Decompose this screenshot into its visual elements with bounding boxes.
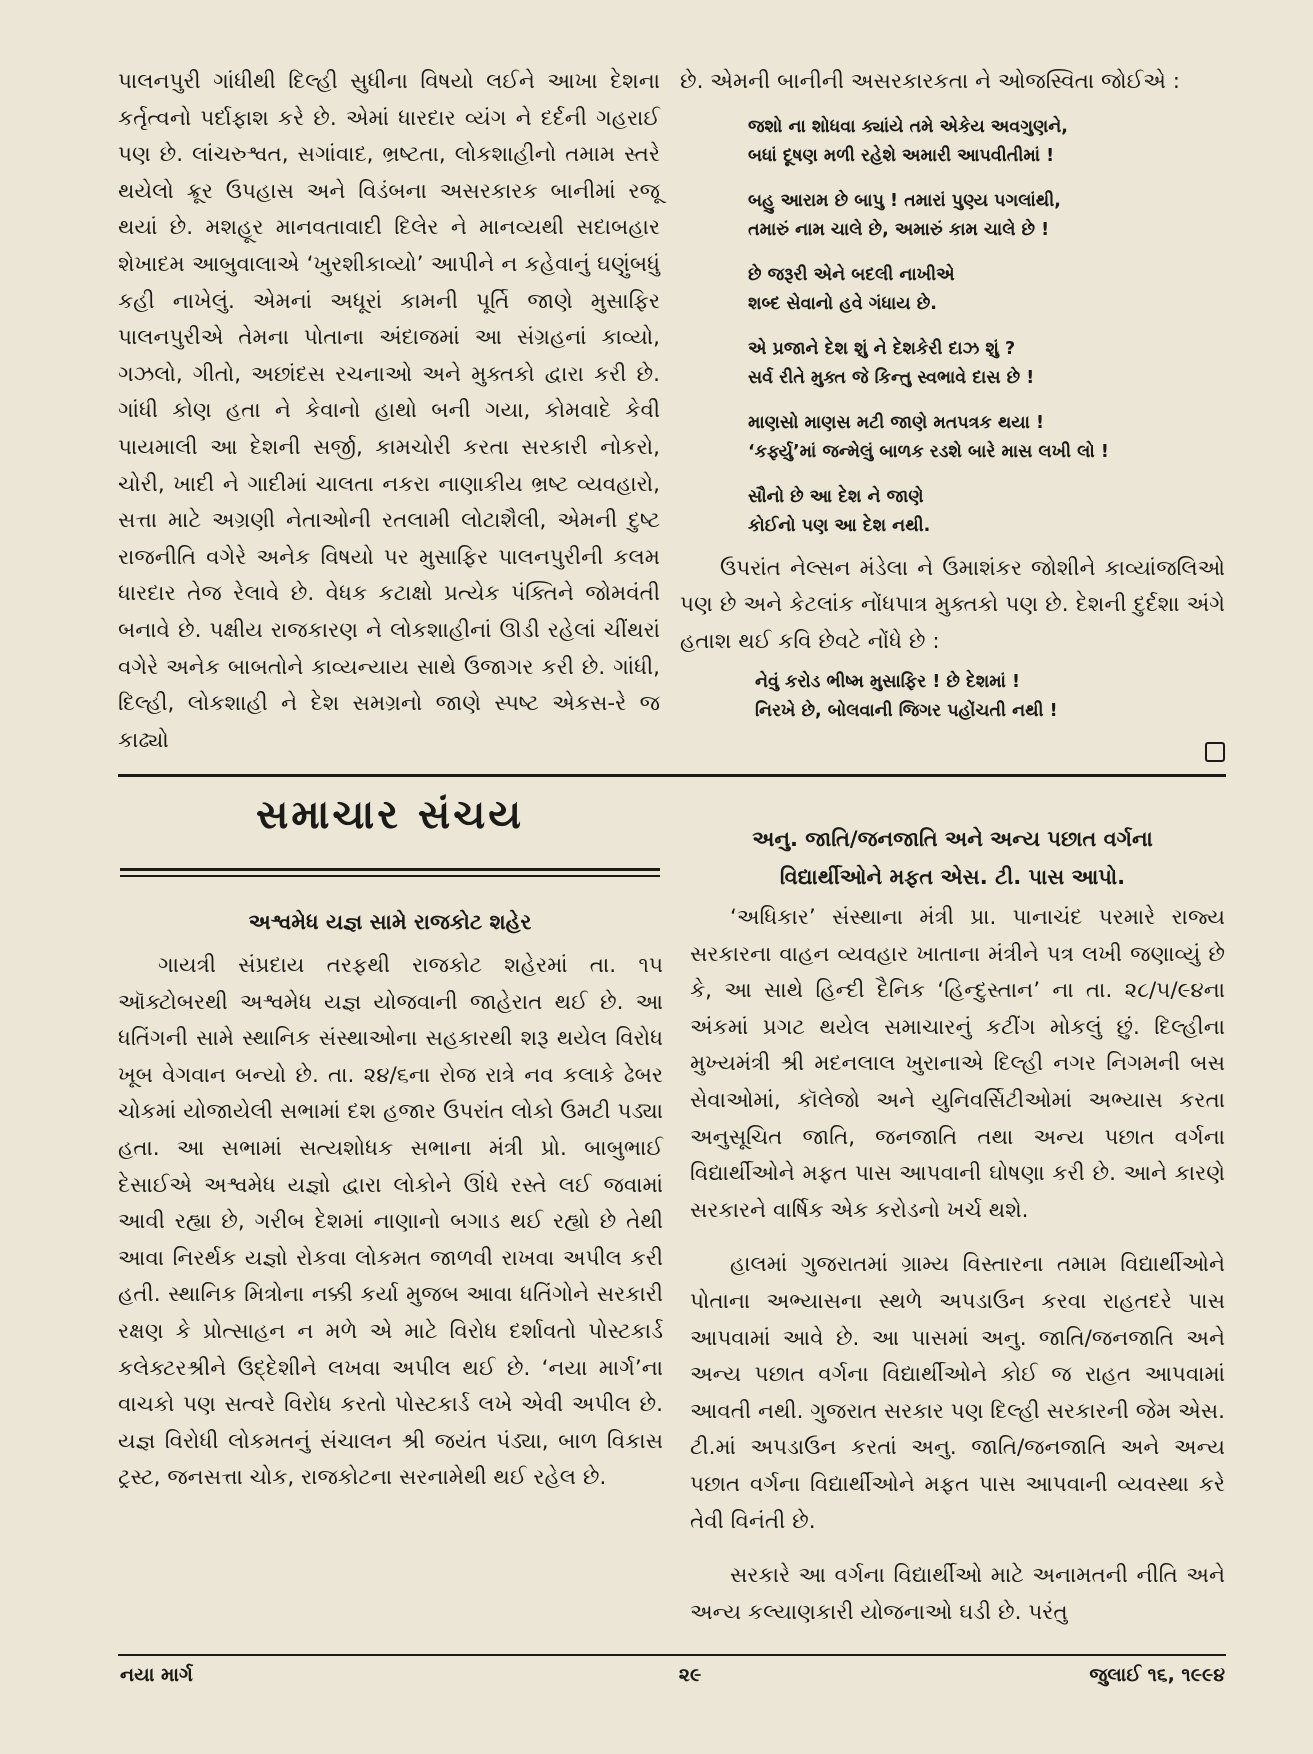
poem-line: શબ્દ સેવાનો હવે ગંધાય છે. <box>748 293 937 314</box>
poem-line: સર્વ રીતે મુક્ત જે કિન્તુ સ્વભાવે દાસ છે ! <box>748 367 1035 388</box>
footer-publication: નયા માર્ગ <box>120 1664 193 1686</box>
section-divider <box>118 774 1226 777</box>
review-right-paragraph: ઉપરાંત નેલ્સન મંડેલા ને ઉમાશંકર જોશીને કાવ્યાંજલિઓ પણ છે અને કેટલાંક નોંધપાત્ર મુક્તકો પણ છે. દેશની દુર્દશા અંગે હતાશ થઈ કવિ છેવટે નોંધે છે : <box>680 555 1225 654</box>
article-headline: અશ્વમેધ યજ્ઞ સામે રાજકોટ શહેર <box>248 910 532 934</box>
poem-stanza <box>748 261 1225 319</box>
poem-line: બહુ આરામ છે બાપુ ! તમારાં પુણ્ય પગલાંથી, <box>748 190 1061 211</box>
end-of-article-mark <box>1205 742 1225 762</box>
article-right-column <box>690 900 1225 1631</box>
poem-stanza <box>748 187 1225 245</box>
poem-line: માણસો માણસ મટી જાણે મતપત્રક થયા ! <box>748 412 1044 433</box>
poem-line: નેવું કરોડ ભીષ્મ મુસાફિર ! છે દેશમાં ! <box>755 672 1021 693</box>
review-left-paragraph: પાલનપુરી ગાંધીથી દિલ્હી સુધીના વિષયો લઈને આખા દેશના કર્તૃત્વનો પર્દાફાશ કરે છે. એમાં ધારદાર વ્યંગ ને દર્દની ગહરાઈ પણ છે. લાંચરુશ્વત, સગાંવાદ, ભ્રષ્ટતા, લોકશાહીનો તમામ સ્તરે થયેલો ક્રૂર ઉપહાસ અને વિડંબના અસરકારક બાનીમાં રજૂ થયાં છે. મશહૂર માનવતાવાદી દિલેર ને માનવ્યથી સદાબહાર શેખાદમ આબુવાલાએ ‘ખુરશીકાવ્યો’ આપીને ન કહેવાનું ઘણુંબધું કહી નાખેલું. એમનાં અધૂરાં કામની પૂર્તિ જાણે મુસાફિર પાલનપુરીએ તેમના પોતાના અંદાજમાં આ સંગ્રહનાં કાવ્યો, ગઝલો, ગીતો, અછાંદસ રચનાઓ અને મુક્તકો દ્વારા કરી છે. ગાંધી કોણ હતા ને કેવાનો હાથો બની ગયા, કોમવાદે કેવી પાયમાલી આ દેશની સર્જી, કામચોરી કરતા સરકારી નોકરો, ચોરી, ખાદી ને ગાદીમાં ચાલતા નકરા નાણાકીય ભ્રષ્ટ વ્યવહારો, સત્તા માટે અગ્રણી નેતાઓની રતલામી લોટાશૈલી, એમની દુષ્ટ રાજનીતિ વગેરે અનેક વિષયો પર મુસાફિર પાલનપુરીની કલમ ધારદાર તેજ રેલાવે છે. વેધક કટાક્ષો પ્રત્યેક પંક્તિને જોમવંતી બનાવે છે. પક્ષીય રાજકારણ ને લોકશાહીનાં ઊડી રહેલાં ચીંથરાં વગેરે અનેક બાબતોને કાવ્યન્યાય સાથે ઉજાગર કરી છે. ગાંધી, દિલ્હી, લોકશાહી ને દેશ સમગ્રનો જાણે સ્પષ્ટ એકસ-રે જ કાઢ્યો <box>118 69 660 753</box>
footer-date: જુલાઈ ૧૬, ૧૯૯૪ <box>1089 1664 1225 1686</box>
poem-stanza <box>748 335 1225 393</box>
article-left-column <box>118 948 663 1497</box>
review-right-intro: છે. એમની બાનીની અસરકારકતા ને ઓજસ્વિતા જોઈએ : <box>680 69 1181 94</box>
poem-stanza <box>748 409 1225 467</box>
poem-line: તમારું નામ ચાલે છે, અમારું કામ ચાલે છે ! <box>748 219 1050 240</box>
poem-line: ‘કર્ફ્યુ’માં જન્મેલું બાળક રડશે બારે માસ લખી લો ! <box>748 441 1109 462</box>
article-paragraph: ‘અધિકાર’ સંસ્થાના મંત્રી પ્રા. પાનાચંદ પરમારે રાજ્ય સરકારના વાહન વ્યવહાર ખાતાના મંત્રીને પત્ર લખી જણાવ્યું છે કે, આ સાથે હિન્દી દૈનિક ‘હિન્દુસ્તાન’ ના તા. ૨૮/૫/૯૪ના અંકમાં પ્રગટ થયેલ સમાચારનું કટીંગ મોકલું છું. દિલ્હીના મુખ્યમંત્રી શ્રી મદનલાલ ખુરાનાએ દિલ્હી નગર નિગમની બસ સેવાઓમાં, કૉલેજો અને યુનિવર્સિટીઓમાં અભ્યાસ કરતા અનુસૂચિત જાતિ, જનજાતિ તથા અન્ય પછાત વર્ગના વિદ્યાર્થીઓને મફત પાસ આપવાની ઘોષણા કરી છે. આને કારણે સરકારને વાર્ષિક એક કરોડનો ખર્ચ થશે. <box>690 905 1225 1223</box>
poem-line: નિરખે છે, બોલવાની જિગર પહોંચતી નથી ! <box>755 701 1058 722</box>
headline-line: વિદ્યાર્થીઓને મફત એસ. ટી. પાસ આપો. <box>779 865 1126 889</box>
section-title: સમાચાર સંચય <box>255 792 524 838</box>
headline-line: અનુ. જાતિ/જનજાતિ અને અન્ય પછાત વર્ગના <box>752 827 1153 851</box>
poem-stanza <box>748 483 1225 541</box>
footer-rule <box>118 1654 1226 1656</box>
poem-line: બધાં દૂષણ મળી રહેશે અમારી આપવીતીમાં ! <box>748 145 1055 166</box>
poem-line: એ પ્રજાને દેશ શું ને દેશકેરી દાઝ શું ? <box>748 338 1016 359</box>
article-paragraph: હાલમાં ગુજરાતમાં ગ્રામ્ય વિસ્તારના તમામ વિદ્યાર્થીઓને પોતાના અભ્યાસના સ્થળે અપડાઉન કરવા રાહતદરે પાસ આપવામાં આવે છે. આ પાસમાં અનુ. જાતિ/જનજાતિ અને અન્ય પછાત વર્ગના વિદ્યાર્થીઓને કોઈ જ રાહત આપવામાં આવતી નથી. ગુજરાત સરકાર પણ દિલ્હી સરકારની જેમ એસ. ટી.માં અપડાઉન કરતાં અનુ. જાતિ/જનજાતિ અને અન્ય પછાત વર્ગના વિદ્યાર્થીઓને મફત પાસ આપવાની વ્યવસ્થા કરે તેવી વિનંતી છે. <box>690 1252 1225 1534</box>
article-paragraph: સરકારે આ વર્ગના વિદ્યાર્થીઓ માટે અનામતની નીતિ અને અન્ય કલ્યાણકારી યોજનાઓ ઘડી છે. પરંતુ <box>690 1563 1225 1625</box>
poem-line: છે જરૂરી એને બદલી નાખીએ <box>748 264 955 285</box>
review-left-column <box>118 64 660 759</box>
review-right-column <box>680 64 1225 726</box>
poem-stanza <box>748 113 1225 171</box>
poem-line: કોઈનો પણ આ દેશ નથી. <box>748 515 931 536</box>
poem-line: સૌનો છે આ દેશ ને જાણે <box>748 486 924 507</box>
title-double-rule-bottom <box>120 875 660 877</box>
footer-page-number: ૨૯ <box>678 1664 702 1686</box>
article-headline <box>680 820 1225 896</box>
closing-couplet <box>755 668 1225 726</box>
quoted-poem <box>748 113 1225 541</box>
poem-line: જશો ના શોધવા ક્યાંયે તમે એકેય અવગુણને, <box>748 116 1068 137</box>
article-body: ગાયત્રી સંપ્રદાય તરફથી રાજકોટ શહેરમાં તા. ૧૫ ઑક્ટોબરથી અશ્વમેધ યજ્ઞ યોજવાની જાહેરાત થઈ છે. આ ધતિંગની સામે સ્થાનિક સંસ્થાઓના સહકારથી શરૂ થયેલ વિરોધ ખૂબ વેગવાન બન્યો છે. તા. ૨૪/૬ના રોજ રાત્રે નવ કલાકે ઢેબર ચોકમાં યોજાયેલી સભામાં દશ હજાર ઉપરાંત લોકો ઉમટી પડ્યા હતા. આ સભામાં સત્યશોધક સભાના મંત્રી પ્રો. બાબુભાઈ દેસાઈએ અશ્વમેધ યજ્ઞો દ્વારા લોકોને ઊંધે રસ્તે લઈ જવામાં આવી રહ્યા છે, ગરીબ દેશમાં નાણાનો બગાડ થઈ રહ્યો છે તેથી આવા નિરર્થક યજ્ઞો રોકવા લોકમત જાળવી રાખવા અપીલ કરી હતી. સ્થાનિક મિત્રોના નક્કી કર્યા મુજબ આવા ધતિંગોને સરકારી રક્ષણ કે પ્રોત્સાહન ન મળે એ માટે વિરોધ દર્શાવતો પોસ્ટકાર્ડ કલેક્ટરશ્રીને ઉદ્દેશીને લખવા અપીલ થઈ છે. ‘નયા માર્ગ’ના વાચકો પણ સત્વરે વિરોધ કરતો પોસ્ટકાર્ડ લખે એવી અપીલ છે. યજ્ઞ વિરોધી લોકમતનું સંચાલન શ્રી જયંત પંડ્યા, બાળ વિકાસ ટ્રસ્ટ, જનસત્તા ચોક, રાજકોટના સરનામેથી થઈ રહેલ છે. <box>118 953 663 1491</box>
title-double-rule-top <box>120 868 660 871</box>
